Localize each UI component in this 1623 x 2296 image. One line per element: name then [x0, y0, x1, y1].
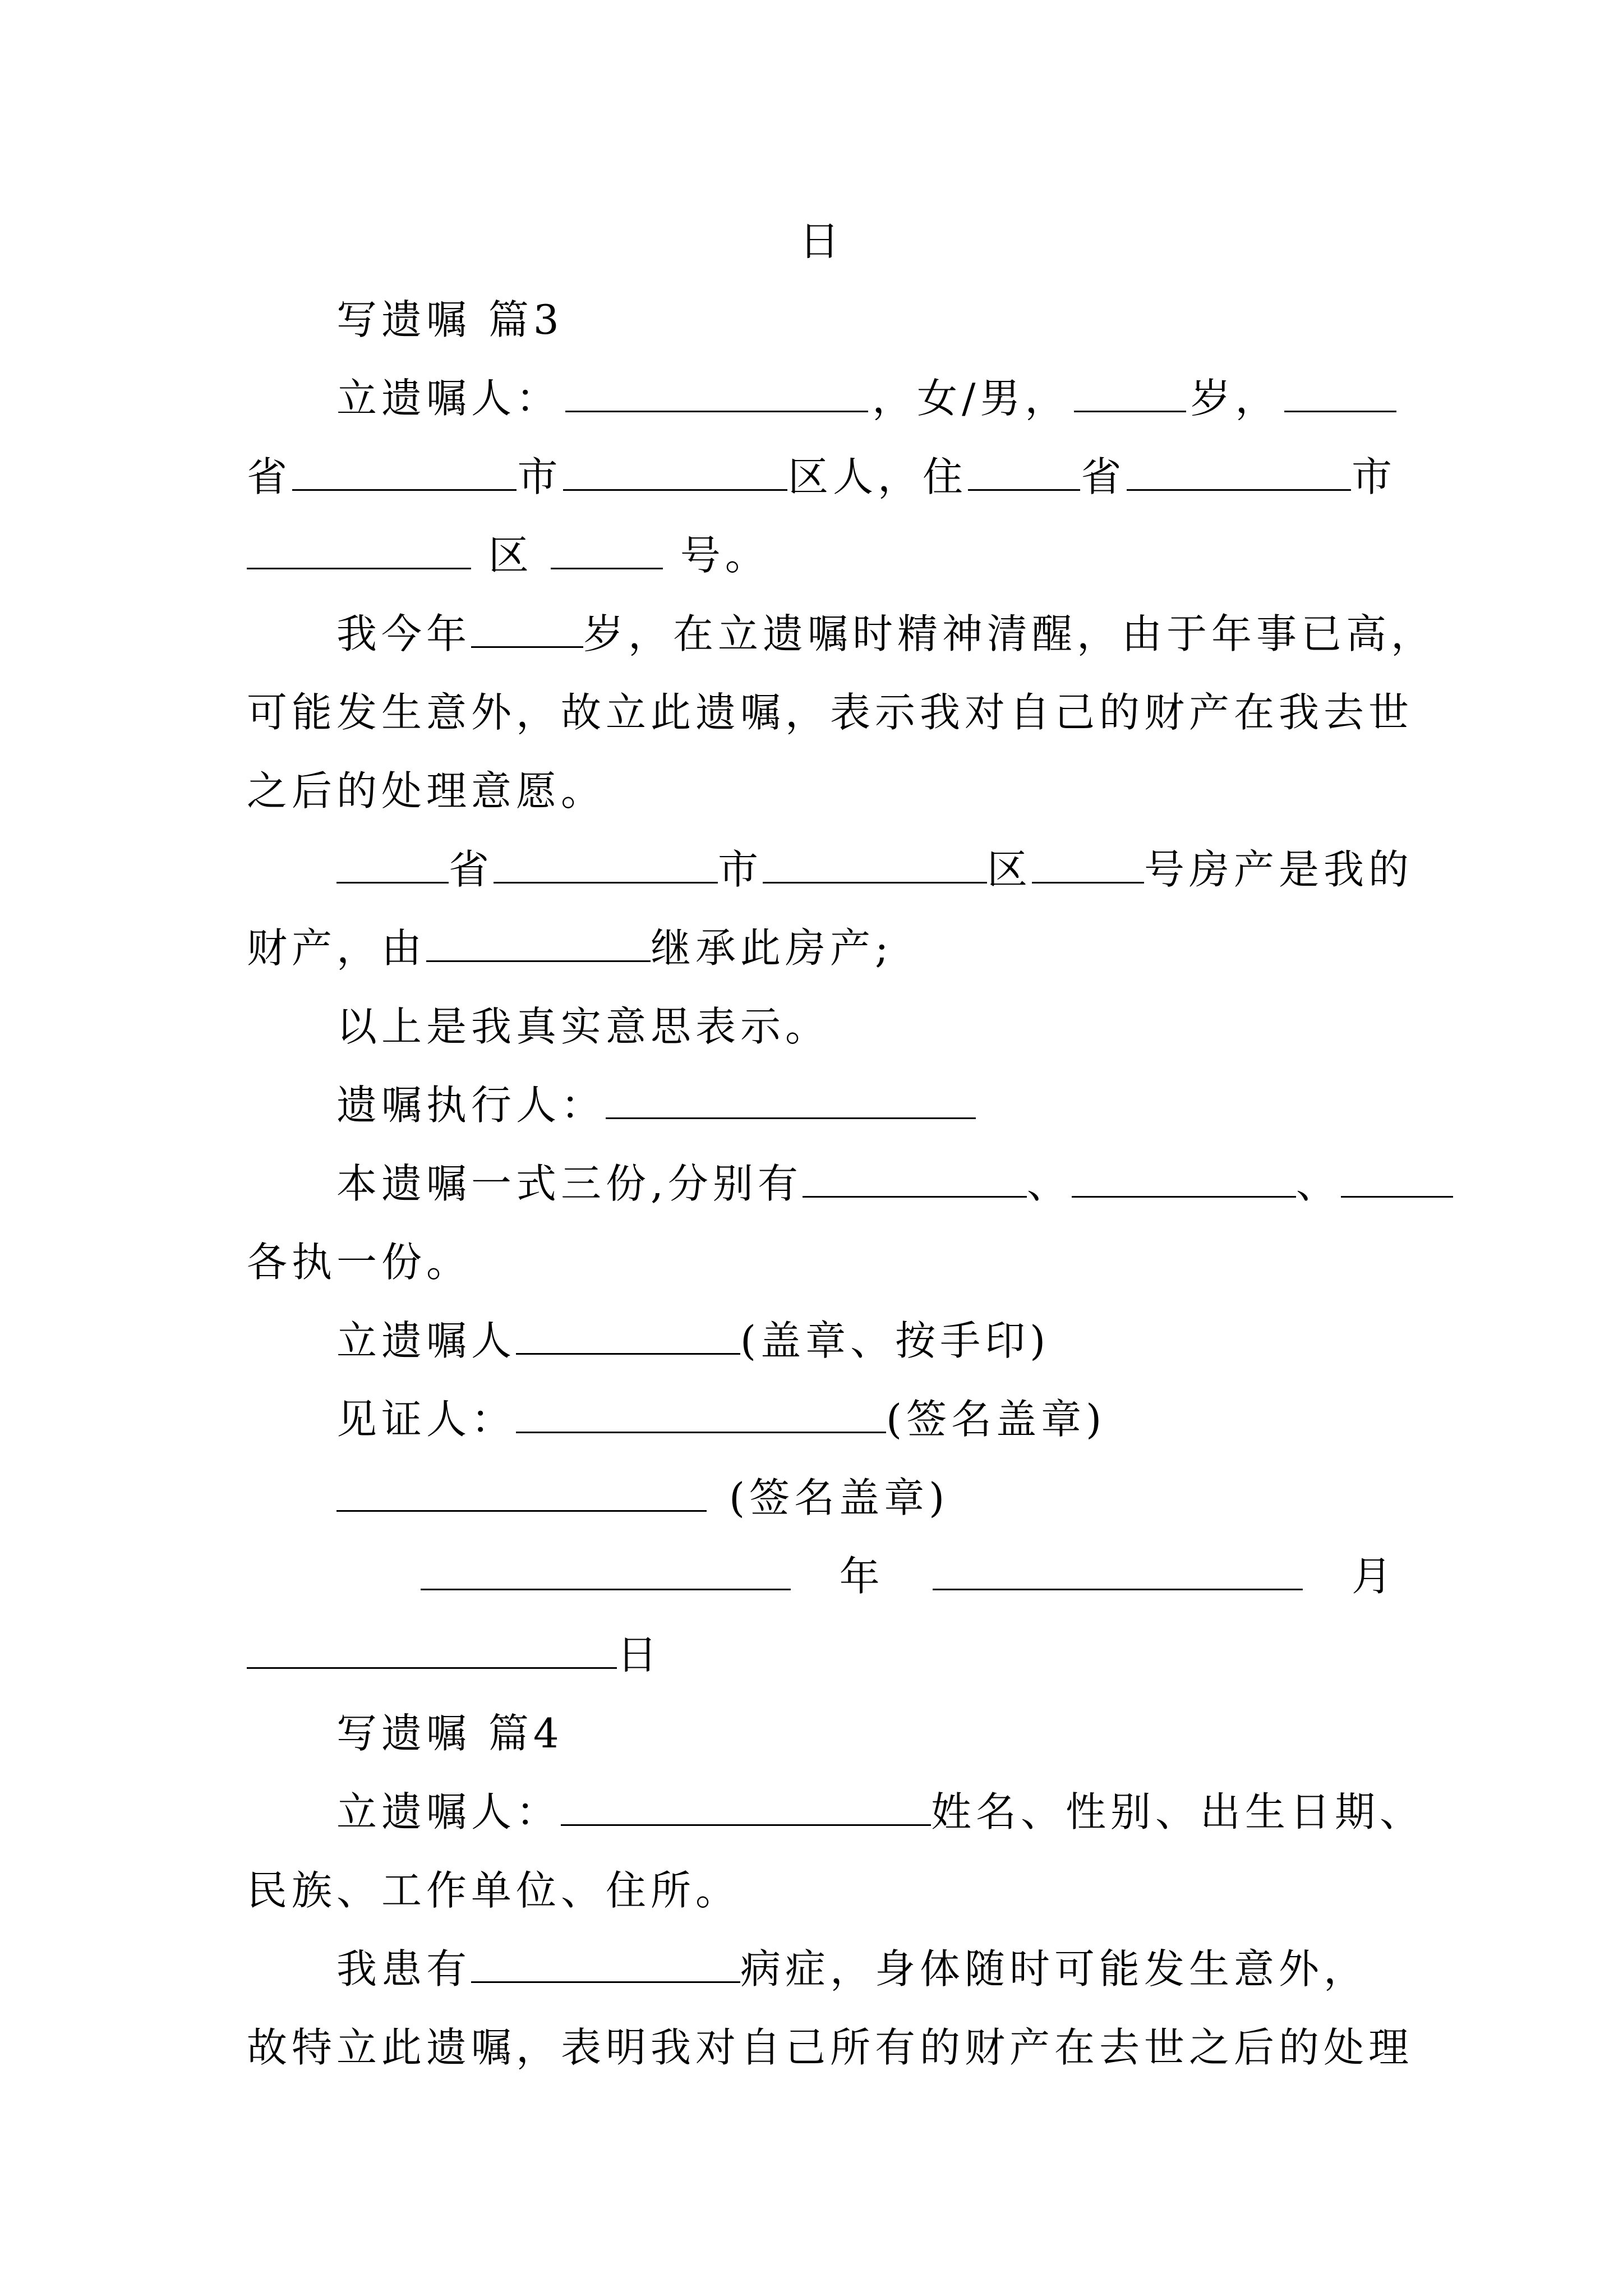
top-fragment-text: 日: [799, 218, 844, 265]
s3-residence-district-blank[interactable]: [247, 534, 471, 569]
s3-witness2-blank[interactable]: [336, 1476, 707, 1512]
section4-heading-text: 写遗嘱 篇4: [336, 1710, 564, 1757]
s3-property-city-blank[interactable]: [494, 848, 718, 884]
s3-residence-number-blank[interactable]: [551, 534, 663, 569]
s4-p2-line2: [247, 2008, 1414, 2087]
s3-city-blank[interactable]: [292, 455, 517, 491]
s3-age-blank[interactable]: [1074, 377, 1186, 412]
s4-testator-blank[interactable]: [561, 1791, 931, 1826]
s4-p1-line1: [247, 1773, 1425, 1851]
s3-p4: 以上是我真实意思表示。: [336, 1003, 831, 1050]
s3-date-line: [247, 1537, 1396, 1616]
s4-p1-c: 民族、工作单位、住所。: [247, 1867, 741, 1914]
s3-date-year: 年: [839, 1553, 884, 1600]
s3-city-label: 市: [517, 453, 562, 500]
s3-testator-line: [247, 359, 1396, 438]
s3-district2-label: 区: [488, 532, 533, 579]
s3-testator-sign-line: [247, 1301, 1396, 1380]
s3-witness2-note: (签名盖章): [729, 1474, 949, 1521]
s3-prov-label: 省: [247, 453, 292, 500]
s3-testator-name-blank[interactable]: [565, 377, 868, 412]
s3-date-day-blank[interactable]: [247, 1634, 617, 1669]
s3-district-blank[interactable]: [563, 455, 787, 491]
s3-copy-holder3-blank[interactable]: [1341, 1162, 1453, 1198]
s3-p3-line2: [247, 909, 1396, 987]
s3-property-prov-blank[interactable]: [336, 848, 449, 884]
s3-copies-line2: [247, 1223, 1396, 1301]
s3-witness-label: 见证人：: [336, 1396, 517, 1443]
s3-p2-line2: [247, 673, 1414, 752]
s3-copies-a: 本遗嘱一式三份,分别有: [336, 1160, 803, 1207]
s4-p2-b: 病症，身体随时可能发生意外，: [740, 1945, 1369, 1993]
s3-age-label: 岁，: [1190, 375, 1280, 422]
s3-testator-label: 立遗嘱人：: [336, 375, 561, 422]
s3-p3-line1: [247, 830, 1414, 909]
s4-p1-line2: [247, 1851, 1396, 1930]
s4-illness-blank[interactable]: [471, 1948, 740, 1983]
s4-p1-b: 姓名、性别、出生日期、: [931, 1788, 1425, 1835]
s3-property-district-blank[interactable]: [763, 848, 987, 884]
s3-copies-sep2: 、: [1295, 1160, 1341, 1207]
s3-date-month-blank[interactable]: [933, 1555, 1303, 1590]
s3-gender-label: ，女/男，: [872, 375, 1070, 422]
s3-copy-holder1-blank[interactable]: [803, 1162, 1027, 1198]
s3-property-number-blank[interactable]: [1032, 848, 1144, 884]
s3-current-age-blank[interactable]: [471, 613, 583, 648]
s3-district-person-label: 区人，住: [787, 453, 967, 500]
s3-address-line2: [247, 516, 1396, 595]
s3-witness2-line: [247, 1458, 1396, 1537]
s3-copy-holder2-blank[interactable]: [1072, 1162, 1296, 1198]
s3-p3-district: 区: [987, 846, 1032, 893]
s3-date-day: 日: [617, 1631, 662, 1678]
s3-heir-blank[interactable]: [426, 927, 651, 962]
s3-province-blank[interactable]: [1284, 377, 1396, 412]
section3-heading-text: 写遗嘱 篇3: [336, 296, 564, 343]
top-fragment-line: [247, 202, 1396, 280]
s3-p3-prov: 省: [449, 846, 494, 893]
s3-date-year-blank[interactable]: [421, 1555, 791, 1590]
s3-p2-c: 可能发生意外，故立此遗嘱，表示我对自己的财产在我去世: [247, 689, 1414, 736]
s3-residence-city-blank[interactable]: [1127, 455, 1351, 491]
s3-p2-b: 岁，在立遗嘱时精神清醒，由于年事已高，: [583, 610, 1436, 657]
s3-copies-line: [247, 1144, 1396, 1223]
s3-p3-tail: 号房产是我的: [1144, 846, 1414, 893]
s4-p2-line1: [247, 1930, 1396, 2008]
section4-heading: [247, 1694, 1396, 1773]
s3-num-label: 号。: [680, 532, 770, 579]
s4-p1-a: 立遗嘱人：: [336, 1788, 561, 1835]
s3-prov2-label: 省: [1081, 453, 1126, 500]
s3-p3-line2-b: 继承此房产;: [651, 924, 893, 972]
s3-witness-line: [247, 1380, 1396, 1458]
section3-heading: [247, 280, 1396, 359]
s3-executor-label: 遗嘱执行人：: [336, 1082, 606, 1129]
s3-testator-sign-label: 立遗嘱人: [336, 1317, 517, 1364]
s3-witness-note: (签名盖章): [886, 1396, 1106, 1443]
s3-date-line2: [247, 1616, 1396, 1694]
s3-executor-line: [247, 1066, 1396, 1144]
s3-p2-line1: [247, 595, 1436, 673]
s3-copies-b: 各执一份。: [247, 1239, 472, 1286]
s3-p3-line2-a: 财产，由: [247, 924, 427, 972]
s3-copies-sep1: 、: [1026, 1160, 1072, 1207]
s3-date-month: 月: [1351, 1553, 1396, 1600]
s4-p2-c: 故特立此遗嘱，表明我对自己所有的财产在去世之后的处理: [247, 2024, 1414, 2071]
s3-p2-line3: [247, 752, 1396, 830]
s3-testator-sign-note: (盖章、按手印): [740, 1317, 1050, 1364]
s3-executor-blank[interactable]: [606, 1084, 976, 1119]
s3-p3-city: 市: [718, 846, 763, 893]
s3-witness-blank[interactable]: [516, 1398, 886, 1433]
s3-residence-prov-blank[interactable]: [968, 455, 1080, 491]
s3-p2-d: 之后的处理意愿。: [247, 767, 606, 815]
s3-testator-sign-blank[interactable]: [516, 1319, 740, 1355]
s3-address-line: [247, 438, 1396, 516]
s4-p2-a: 我患有: [336, 1945, 472, 1993]
s3-p4-line: [247, 987, 1396, 1066]
s3-city2-label: 市: [1351, 453, 1396, 500]
s3-p2-a: 我今年: [336, 610, 472, 657]
